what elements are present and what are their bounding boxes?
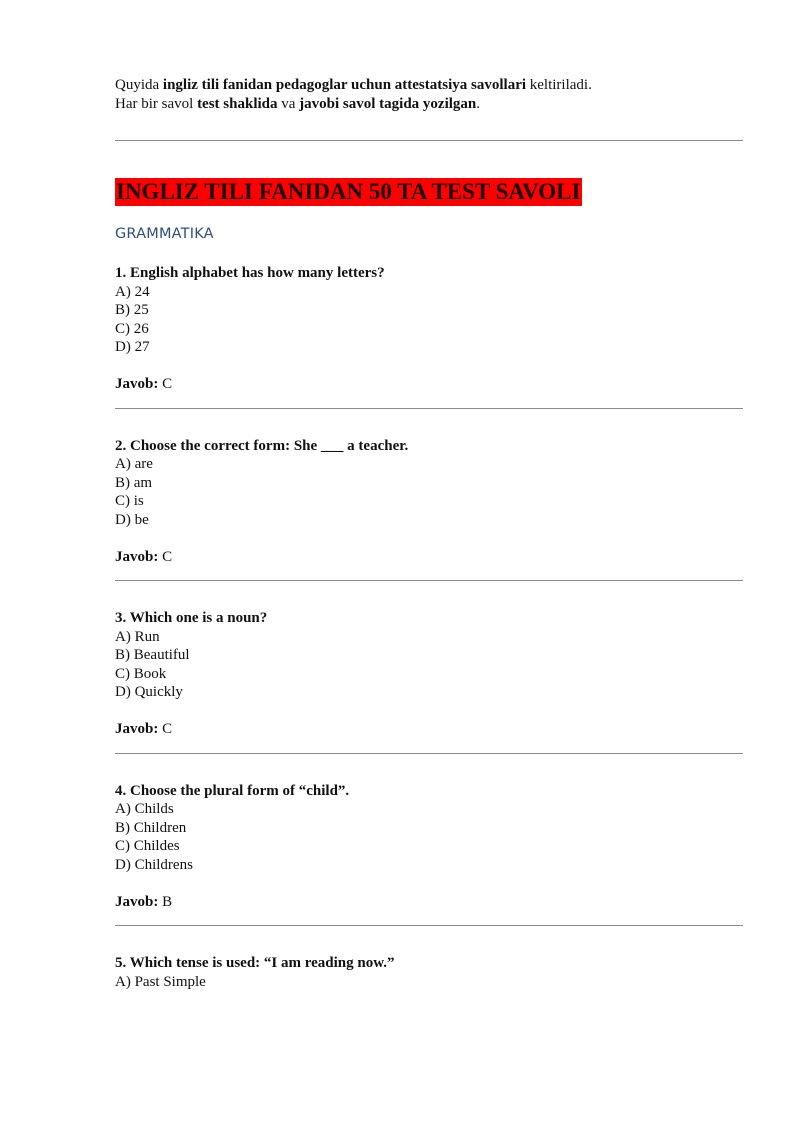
question-text: 4. Choose the plural form of “child”. [115,782,350,799]
question-block [115,242,743,408]
intro-line-1 [115,76,743,95]
answer-label: Javob: [115,376,159,392]
answer-option: A) Run [115,628,160,645]
intro-text: Har bir savol [115,95,198,112]
intro-text-bold: javobi savol tagida yozilgan [299,95,477,112]
answer-line [115,375,743,408]
answer-label: Javob: [115,721,159,737]
answer-option: C) 26 [115,320,149,337]
answer-option: B) am [115,474,153,491]
question-text: 1. English alphabet has how many letters? [115,265,385,281]
answer-option: A) 24 [115,283,150,300]
answer-value: C [162,548,173,565]
question-block [115,926,743,991]
intro-text-bold: test shaklida [197,95,278,112]
document-title: INGLIZ TILI FANIDAN 50 TA TEST SAVOLI [116,179,581,204]
answer-option: D) be [115,511,149,528]
answer-option: C) is [115,493,144,509]
question-block [115,754,743,926]
answer-line [115,720,743,753]
answer-option: A) Childs [115,801,174,817]
answer-line [115,548,743,581]
answer-option: B) 25 [115,302,149,318]
horizontal-divider [115,140,743,141]
answer-option: B) Children [115,819,187,836]
answer-line [115,893,743,926]
document-page [115,76,743,991]
intro-text: Quyida [115,77,163,93]
answer-value: C [162,721,173,737]
question-block [115,581,743,753]
answer-option: D) Quickly [115,684,183,700]
answer-value: C [162,376,173,392]
answer-label: Javob: [115,548,159,565]
question-text: 3. Which one is a noun? [115,610,268,626]
answer-option: D) 27 [115,339,150,355]
answer-label: Javob: [115,893,159,910]
answer-option: C) Book [115,665,167,682]
intro-text-bold: ingliz tili fanidan pedagoglar uchun attestatsiya savollari [162,77,527,93]
answer-value: B [162,893,173,910]
intro-line-2 [115,95,743,114]
question-text: 5. Which tense is used: “I am reading now.” [115,955,395,971]
answer-option: D) Childrens [115,856,193,873]
answer-option: A) Past Simple [115,973,206,990]
answer-option: C) Childes [115,838,180,854]
answer-option: A) are [115,456,153,472]
intro-paragraph [115,76,743,113]
intro-text: va [277,95,300,112]
intro-text: . [476,95,481,112]
question-text: 2. Choose the correct form: She ___ a teacher. [115,437,409,454]
answer-option: B) Beautiful [115,647,190,663]
intro-text: keltiriladi. [526,77,592,93]
question-block [115,409,743,581]
section-heading: GRAMMATIKA [115,226,214,242]
